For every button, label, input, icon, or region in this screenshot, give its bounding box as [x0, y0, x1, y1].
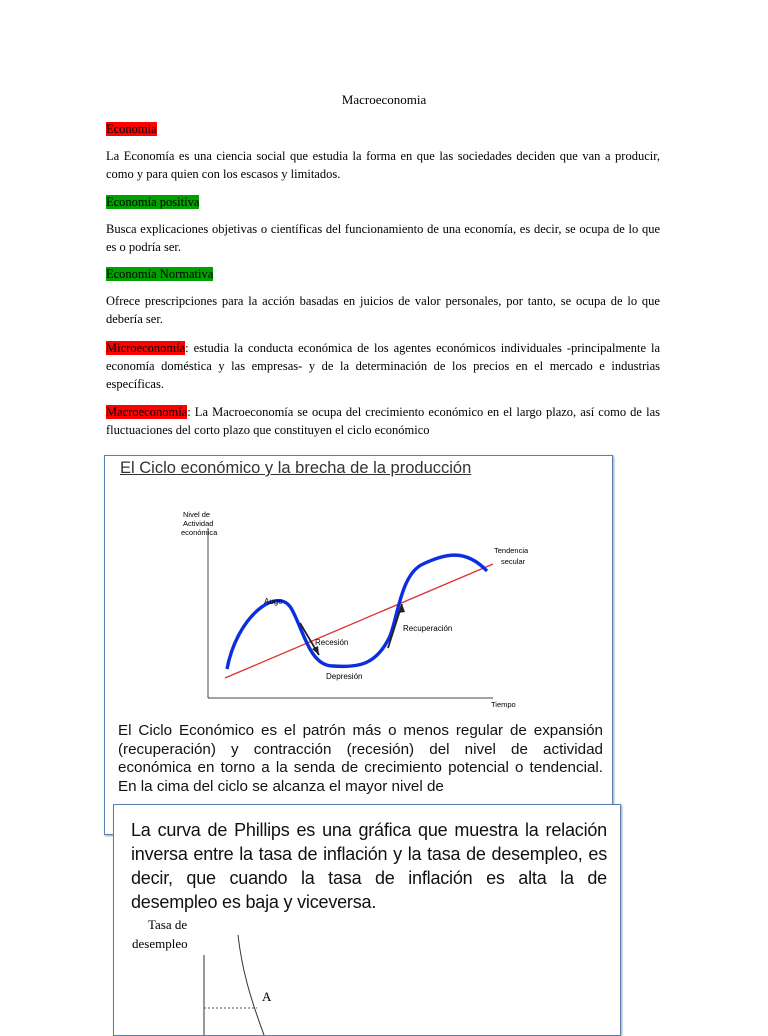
- trend-label-2: secular: [501, 557, 526, 566]
- heading-economia-normativa: Economía Normativa: [106, 267, 214, 281]
- section-positiva-text: Busca explicaciones objetivas o científicas del funcionamiento de una economía, es decir, se ocupa de lo que es o podría ser.: [106, 222, 660, 254]
- trend-line: [225, 564, 493, 678]
- figure-phillips-curve: [113, 804, 621, 1036]
- macro-text: : La Macroeconomía se ocupa del crecimiento económico en el largo plazo, así como de las fluctuaciones del corto plazo que constituyen el ciclo económico: [106, 405, 660, 437]
- section-economia-heading: [106, 120, 660, 138]
- y-label-2: Actividad: [183, 519, 214, 528]
- label-auge: Auge: [264, 597, 283, 606]
- x-label: Tiempo: [491, 700, 516, 709]
- figure1-body: El Ciclo Económico es el patrón más o menos regular de expansión (recuperación) y contracción (recesión) del nivel de actividad económica en torno a la senda de crecimiento potencial o tendencial. En la cima del ciclo se alcanza el mayor nivel de: [118, 722, 603, 795]
- section-micro: [106, 339, 660, 393]
- figure2-body: La curva de Phillips es una gráfica que muestra la relación inversa entre la tasa de inflación y la tasa de desempleo, es decir, que cuando la tasa de inflación es alta la de desempleo es baja y viceversa.: [131, 820, 607, 912]
- label-depresion: Depresión: [326, 672, 363, 681]
- phillips-y-label-2: desempleo: [132, 936, 188, 951]
- label-recesion: Recesión: [315, 638, 349, 647]
- section-economia-text: La Economía es una ciencia social que estudia la forma en que las sociedades deciden que van a producir, como y para quien con los escasos y limitados.: [106, 149, 660, 181]
- heading-economia: Economia: [106, 122, 157, 136]
- heading-microeconomia: Microeconomía: [106, 341, 186, 355]
- phillips-y-label-1: Tasa de: [148, 917, 188, 932]
- section-macro: [106, 403, 660, 439]
- page-title: Macroeconomia: [341, 92, 427, 107]
- y-label-1: Nivel de: [183, 510, 211, 519]
- cycle-curve: [227, 555, 487, 669]
- phillips-diagram: [114, 805, 620, 1035]
- trend-label-1: Tendencia: [494, 546, 529, 555]
- heading-economia-positiva: Economía positiva: [106, 195, 200, 209]
- section-positiva-heading: [106, 193, 660, 211]
- phillips-curve: [238, 935, 264, 1035]
- cycle-diagram: [105, 456, 612, 716]
- y-label-3: económica: [181, 528, 218, 537]
- heading-macroeconomia: Macroeconomía: [106, 405, 188, 419]
- section-normativa-text: Ofrece prescripciones para la acción basadas en juicios de valor personales, por tanto, se ocupa de lo que debería ser.: [106, 294, 660, 326]
- label-recuperacion: Recuperación: [403, 624, 453, 633]
- micro-text: : estudia la conducta económica de los agentes económicos individuales -principalmente la economía doméstica y las empresas- y de la determinación de los precios en el mercado e industrias específicas.: [106, 341, 660, 391]
- point-a-label: A: [262, 989, 272, 1004]
- figure-economic-cycle: [104, 455, 613, 835]
- figure1-title: El Ciclo económico y la brecha de la producción: [120, 459, 472, 477]
- section-normativa-heading: [106, 265, 660, 283]
